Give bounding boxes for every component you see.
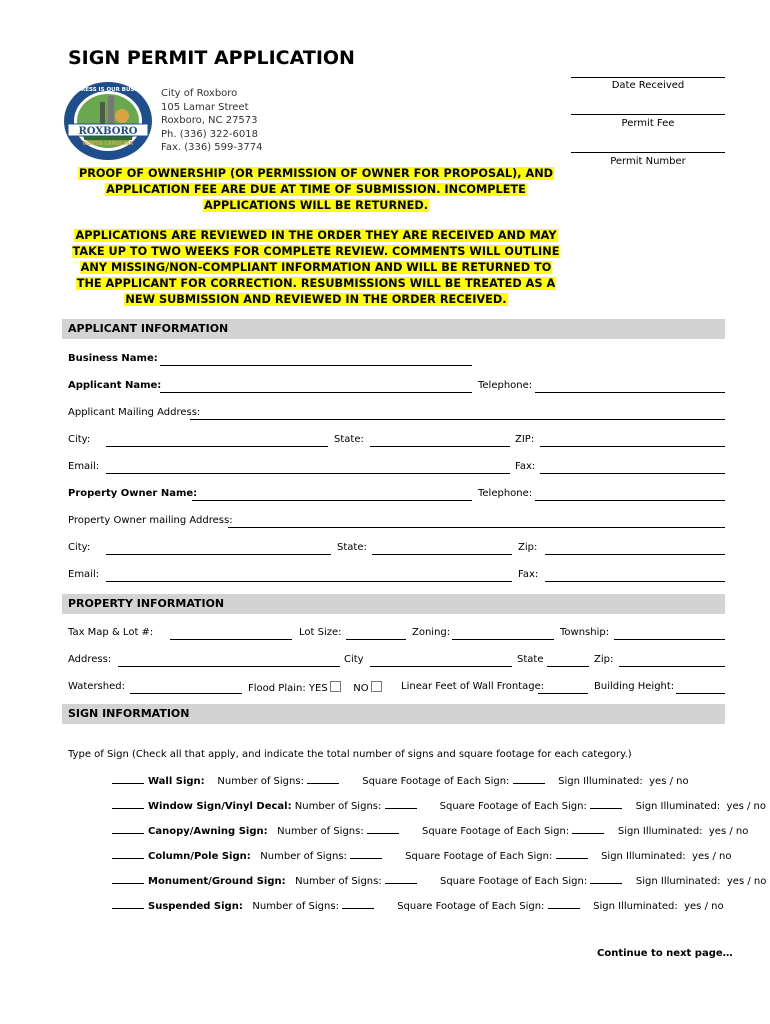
svg-text:NORTH CAROLINA: NORTH CAROLINA (82, 141, 134, 147)
owner-state-label: State: (337, 542, 367, 553)
applicant-name-field[interactable] (160, 392, 472, 393)
property-zip-field[interactable] (619, 666, 725, 667)
building-height-label: Building Height: (594, 681, 675, 692)
applicant-name-label: Applicant Name: (68, 380, 162, 391)
sqft-field[interactable] (590, 874, 622, 884)
illum-label: Sign Illuminated: (635, 801, 721, 812)
owner-fax-label: Fax: (518, 569, 539, 580)
number-label: Number of Signs: (277, 826, 364, 837)
telephone-label: Telephone: (478, 380, 533, 391)
linear-feet-field[interactable] (538, 693, 588, 694)
sign-section-header: SIGN INFORMATION (62, 704, 725, 724)
owner-name-field[interactable] (192, 500, 472, 501)
sign-row-monument (112, 874, 766, 887)
lot-size-field[interactable] (346, 639, 406, 640)
monument-check-blank[interactable] (112, 874, 144, 884)
number-field[interactable] (367, 824, 399, 834)
sign-row-canopy (112, 824, 748, 837)
township-label: Township: (560, 627, 610, 638)
zoning-field[interactable] (452, 639, 554, 640)
owner-email-field[interactable] (106, 581, 512, 582)
owner-email-label: Email: (68, 569, 100, 580)
permit-fee-label: Permit Fee (621, 118, 675, 129)
svg-text:PROGRESS IS OUR BUSINESS: PROGRESS IS OUR BUSINESS (63, 87, 153, 93)
sign-type-label: Wall Sign: (148, 776, 205, 787)
owner-zip-label: Zip: (518, 542, 538, 553)
sqft-field[interactable] (513, 774, 545, 784)
zip-field[interactable] (540, 446, 725, 447)
email-label: Email: (68, 461, 100, 472)
sign-type-label: Column/Pole Sign: (148, 851, 251, 862)
property-section-header: PROPERTY INFORMATION (62, 594, 725, 614)
illum-yes-no[interactable]: yes / no (708, 826, 749, 837)
zip-label: ZIP: (515, 434, 535, 445)
suspended-check-blank[interactable] (112, 899, 144, 909)
sqft-label: Square Footage of Each Sign: (421, 826, 570, 837)
lot-size-label: Lot Size: (299, 627, 342, 638)
owner-mailing-label: Property Owner mailing Address: (68, 515, 233, 526)
flood-plain-yes-checkbox[interactable] (330, 681, 341, 692)
building-height-field[interactable] (676, 693, 725, 694)
illum-label: Sign Illuminated: (558, 776, 643, 787)
sign-row-window (112, 799, 766, 812)
owner-telephone-label: Telephone: (478, 488, 533, 499)
sqft-field[interactable] (556, 849, 588, 859)
wall-check-blank[interactable] (112, 774, 144, 784)
illum-yes-no[interactable]: yes / no (692, 851, 732, 862)
continue-note: Continue to next page… (597, 948, 733, 959)
city-citystate: Roxboro, NC 27573 (161, 115, 258, 126)
tax-map-field[interactable] (170, 639, 292, 640)
permit-number-label: Permit Number (610, 156, 686, 167)
city-name: City of Roxboro (161, 88, 238, 99)
owner-name-label: Property Owner Name: (68, 488, 198, 499)
permit-fee-line[interactable] (571, 114, 725, 115)
state-label: State: (334, 434, 364, 445)
page-title: SIGN PERMIT APPLICATION (68, 47, 355, 69)
property-city-field[interactable] (370, 666, 512, 667)
sqft-label: Square Footage of Each Sign: (362, 776, 510, 787)
sign-type-label: Window Sign/Vinyl Decal: (148, 801, 292, 812)
property-address-label: Address: (68, 654, 112, 665)
illum-yes-no[interactable]: yes / no (726, 801, 766, 812)
owner-mailing-field[interactable] (228, 527, 725, 528)
number-field[interactable] (350, 849, 382, 859)
number-field[interactable] (385, 799, 417, 809)
applicant-section-header: APPLICANT INFORMATION (62, 319, 725, 339)
watershed-label: Watershed: (68, 681, 125, 692)
telephone-field[interactable] (535, 392, 725, 393)
city-street: 105 Lamar Street (161, 101, 249, 113)
sqft-label: Square Footage of Each Sign: (405, 851, 553, 862)
flood-plain-yes-label: Flood Plain: YES (248, 683, 328, 694)
number-field[interactable] (307, 774, 339, 784)
flood-plain-no-label: NO (353, 683, 369, 694)
illum-label: Sign Illuminated: (593, 901, 678, 912)
number-label: Number of Signs: (217, 776, 304, 787)
illum-yes-no[interactable]: yes / no (726, 876, 767, 887)
fax-label: Fax: (515, 461, 536, 472)
illum-label: Sign Illuminated: (635, 876, 721, 887)
township-field[interactable] (614, 639, 725, 640)
permit-number-line[interactable] (571, 152, 725, 153)
sqft-field[interactable] (590, 799, 622, 809)
sign-row-wall (112, 774, 689, 787)
owner-city-label: City: (68, 542, 91, 553)
sign-row-column (112, 849, 732, 862)
property-zip-label: Zip: (594, 654, 614, 665)
zoning-label: Zoning: (412, 627, 451, 638)
svg-text:ROXBORO: ROXBORO (78, 126, 138, 137)
sqft-label: Square Footage of Each Sign: (439, 876, 588, 887)
sqft-field[interactable] (548, 899, 580, 909)
sqft-label: Square Footage of Each Sign: (397, 901, 545, 912)
fax-field[interactable] (540, 473, 725, 474)
sign-row-suspended (112, 899, 724, 912)
tax-map-label: Tax Map & Lot #: (68, 627, 154, 638)
date-received-label: Date Received (611, 80, 685, 91)
notice-review-order: APPLICATIONS ARE REVIEWED IN THE ORDER THEY ARE RECEIVED AND MAY TAKE UP TO TWO WEEKS FOR COMPLETE REVIEW. COMMENTS WILL OUTLINE ANY MISSING/NON-COMPLIANT INFORMATION AND WILL BE RETURNED TO THE APPLICANT FOR CORRECTION. RESUBMISSIONS WILL BE TREATED AS A NEW SUBMISSION AND REVIEWED IN THE ORDER RECEIVED. (72, 229, 560, 306)
property-address-field[interactable] (118, 666, 340, 667)
mailing-address-label: Applicant Mailing Address: (68, 407, 201, 418)
sqft-field[interactable] (572, 824, 604, 834)
number-label: Number of Signs: (294, 801, 382, 812)
city-fax: Fax. (336) 599-3774 (161, 142, 263, 153)
sqft-label: Square Footage of Each Sign: (439, 801, 587, 812)
window-check-blank[interactable] (112, 799, 144, 809)
number-label: Number of Signs: (260, 851, 347, 862)
owner-city-field[interactable] (106, 554, 331, 555)
date-received-line[interactable] (571, 77, 725, 78)
owner-state-field[interactable] (372, 554, 512, 555)
canopy-check-blank[interactable] (112, 824, 144, 834)
owner-zip-field[interactable] (545, 554, 725, 555)
illum-label: Sign Illuminated: (601, 851, 686, 862)
illum-yes-no[interactable]: yes / no (649, 776, 689, 787)
property-city-label: City (344, 654, 364, 665)
linear-feet-label: Linear Feet of Wall Frontage: (401, 681, 545, 692)
illum-yes-no[interactable]: yes / no (684, 901, 724, 912)
business-name-field[interactable] (160, 365, 472, 366)
sign-type-label: Suspended Sign: (148, 901, 243, 912)
property-state-field[interactable] (547, 666, 589, 667)
business-name-label: Business Name: (68, 353, 158, 364)
sign-instructions: Type of Sign (Check all that apply, and indicate the total number of signs and square footage for each category.) (68, 749, 632, 760)
flood-plain-no-checkbox[interactable] (371, 681, 382, 692)
mailing-address-field[interactable] (190, 419, 725, 420)
state-field[interactable] (370, 446, 510, 447)
city-label: City: (68, 434, 91, 445)
illum-label: Sign Illuminated: (617, 826, 703, 837)
watershed-field[interactable] (130, 693, 242, 694)
city-field[interactable] (106, 446, 328, 447)
city-seal-logo (62, 80, 154, 162)
city-address-block (161, 87, 262, 155)
number-label: Number of Signs: (295, 876, 382, 887)
city-phone: Ph. (336) 322-6018 (161, 128, 258, 140)
column-check-blank[interactable] (112, 849, 144, 859)
sign-type-label: Canopy/Awning Sign: (148, 826, 268, 837)
number-label: Number of Signs: (252, 901, 339, 912)
flood-plain-group (248, 681, 385, 694)
owner-fax-field[interactable] (545, 581, 725, 582)
property-state-label: State (517, 654, 544, 665)
number-field[interactable] (385, 874, 417, 884)
sign-type-label: Monument/Ground Sign: (148, 876, 286, 887)
owner-telephone-field[interactable] (535, 500, 725, 501)
notice-ownership: PROOF OF OWNERSHIP (OR PERMISSION OF OWNER FOR PROPOSAL), AND APPLICATION FEE ARE DUE AT TIME OF SUBMISSION. INCOMPLETE APPLICATIONS WILL BE RETURNED. (78, 167, 554, 212)
email-field[interactable] (106, 473, 510, 474)
number-field[interactable] (342, 899, 374, 909)
